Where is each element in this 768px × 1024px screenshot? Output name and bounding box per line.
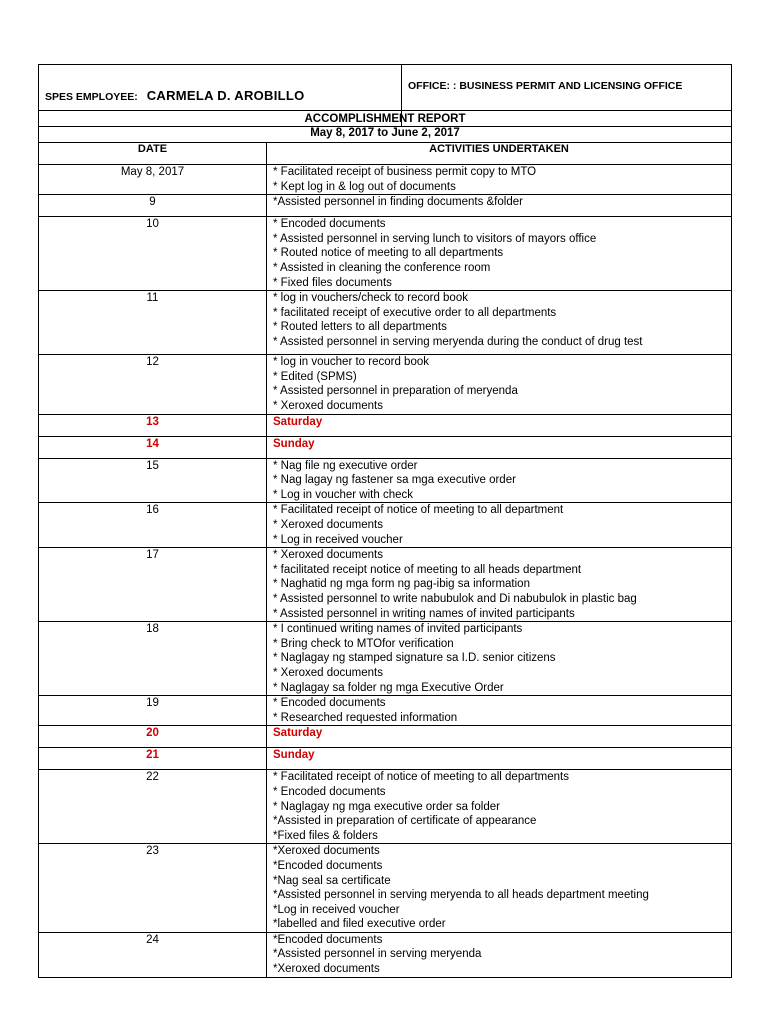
activity-item: *Encoded documents bbox=[273, 859, 383, 872]
table-row bbox=[39, 503, 732, 548]
row-activities bbox=[267, 503, 732, 548]
table-row bbox=[39, 355, 732, 414]
activity-item: *Assisted personnel in serving meryenda to all heads department meeting bbox=[273, 889, 649, 902]
activity-item: *labelled and filed executive order bbox=[273, 918, 446, 931]
weekend-label: Sunday bbox=[273, 749, 315, 762]
table-row bbox=[39, 436, 732, 458]
activity-item: * facilitated receipt of executive order to all departments bbox=[273, 306, 557, 319]
activity-item: * Naghatid ng mga form ng pag-ibig sa information bbox=[273, 578, 530, 591]
activities-column-header: ACTIVITIES UNDERTAKEN bbox=[267, 143, 732, 165]
activity-item: *Log in received voucher bbox=[273, 903, 400, 916]
activity-item: * Naglagay sa folder ng mga Executive Order bbox=[273, 681, 504, 694]
table-row bbox=[39, 844, 732, 933]
table-row bbox=[39, 291, 732, 355]
office-value: : BUSINESS PERMIT AND LICENSING OFFICE bbox=[452, 80, 683, 92]
row-activities bbox=[267, 726, 732, 748]
activity-item: * Assisted personnel in serving lunch to visitors of mayors office bbox=[273, 232, 597, 245]
activity-item: * Encoded documents bbox=[273, 785, 386, 798]
row-date: 18 bbox=[39, 622, 267, 696]
row-date: May 8, 2017 bbox=[39, 165, 267, 195]
row-date: 13 bbox=[39, 414, 267, 436]
activity-item: * Facilitated receipt of notice of meeting to all department bbox=[273, 504, 564, 517]
activity-item: *Nag seal sa certificate bbox=[273, 874, 391, 887]
table-row bbox=[39, 622, 732, 696]
row-activities bbox=[267, 932, 732, 977]
table-row bbox=[39, 770, 732, 844]
activity-item: * log in vouchers/check to record book bbox=[273, 292, 468, 305]
weekend-label: Sunday bbox=[273, 437, 315, 450]
report-rows bbox=[39, 165, 732, 978]
activity-item: * Encoded documents bbox=[273, 218, 386, 231]
row-activities bbox=[267, 770, 732, 844]
row-activities bbox=[267, 217, 732, 291]
activity-item: * Routed letters to all departments bbox=[273, 321, 447, 334]
activity-item: *Assisted in preparation of certificate of appearance bbox=[273, 815, 537, 828]
table-row bbox=[39, 217, 732, 291]
activity-item: * Facilitated receipt of business permit copy to MTO bbox=[273, 166, 537, 178]
table-row bbox=[39, 748, 732, 770]
table-row bbox=[39, 726, 732, 748]
row-activities bbox=[267, 548, 732, 622]
row-date: 16 bbox=[39, 503, 267, 548]
table-row bbox=[39, 932, 732, 977]
activity-item: *Assisted personnel in finding documents &folder bbox=[273, 196, 523, 209]
row-date: 14 bbox=[39, 436, 267, 458]
row-date: 20 bbox=[39, 726, 267, 748]
row-date: 24 bbox=[39, 932, 267, 977]
report-period: May 8, 2017 to June 2, 2017 bbox=[310, 127, 460, 139]
activity-item: *Xeroxed documents bbox=[273, 963, 380, 976]
activity-item: * Log in voucher with check bbox=[273, 488, 413, 501]
activity-item: * Fixed files documents bbox=[273, 276, 392, 289]
activity-item: * Edited (SPMS) bbox=[273, 370, 357, 383]
table-row bbox=[39, 414, 732, 436]
row-activities bbox=[267, 458, 732, 503]
row-activities bbox=[267, 291, 732, 355]
report-title-cell bbox=[39, 111, 732, 143]
office-label: OFFICE: bbox=[408, 80, 450, 92]
row-activities bbox=[267, 195, 732, 217]
table-row bbox=[39, 696, 732, 726]
activity-item: * Naglagay ng stamped signature sa I.D. senior citizens bbox=[273, 652, 556, 665]
activity-item: * I continued writing names of invited participants bbox=[273, 623, 523, 636]
activity-item: * Facilitated receipt of notice of meeting to all departments bbox=[273, 771, 569, 784]
activity-item: * Xeroxed documents bbox=[273, 666, 383, 679]
activity-item: * Assisted in cleaning the conference room bbox=[273, 261, 491, 274]
table-row bbox=[39, 165, 732, 195]
activity-item: * Routed notice of meeting to all departments bbox=[273, 247, 504, 260]
row-activities bbox=[267, 355, 732, 414]
row-date: 23 bbox=[39, 844, 267, 933]
report-title: ACCOMPLISHMENT REPORT bbox=[304, 113, 466, 125]
weekend-label: Saturday bbox=[273, 727, 323, 740]
row-date: 21 bbox=[39, 748, 267, 770]
activity-item: * facilitated receipt notice of meeting to all heads department bbox=[273, 563, 582, 576]
row-activities bbox=[267, 165, 732, 195]
activity-item: * Bring check to MTOfor verification bbox=[273, 637, 454, 650]
row-activities bbox=[267, 436, 732, 458]
activity-item: * Naglagay ng mga executive order sa folder bbox=[273, 800, 500, 813]
row-activities bbox=[267, 844, 732, 933]
activity-item: * Xeroxed documents bbox=[273, 518, 383, 531]
row-date: 12 bbox=[39, 355, 267, 414]
activity-item: *Assisted personnel in serving meryenda bbox=[273, 948, 482, 961]
activity-item: * Xeroxed documents bbox=[273, 399, 383, 412]
row-date: 22 bbox=[39, 770, 267, 844]
activity-item: * log in voucher to record book bbox=[273, 356, 429, 369]
row-activities bbox=[267, 622, 732, 696]
activity-item: * Encoded documents bbox=[273, 697, 386, 710]
activity-item: * Nag lagay ng fastener sa mga executive order bbox=[273, 474, 516, 487]
date-column-header: DATE bbox=[39, 143, 267, 165]
weekend-label: Saturday bbox=[273, 415, 323, 428]
activity-item: * Researched requested information bbox=[273, 711, 458, 724]
activity-item: * Assisted personnel to write nabubulok and Di nabubulok in plastic bag bbox=[273, 592, 637, 605]
activity-item: * Xeroxed documents bbox=[273, 549, 383, 562]
activity-item: * Nag file ng executive order bbox=[273, 459, 418, 472]
row-date: 17 bbox=[39, 548, 267, 622]
activity-item: *Xeroxed documents bbox=[273, 845, 380, 858]
table-row bbox=[39, 195, 732, 217]
activity-item: * Assisted personnel in writing names of invited participants bbox=[273, 607, 575, 620]
row-date: 19 bbox=[39, 696, 267, 726]
activity-item: *Encoded documents bbox=[273, 933, 383, 946]
accomplishment-table bbox=[38, 110, 732, 978]
activity-item: * Kept log in & log out of documents bbox=[273, 180, 456, 193]
activity-item: * Log in received voucher bbox=[273, 533, 403, 546]
activity-item: * Assisted personnel in preparation of meryenda bbox=[273, 385, 518, 398]
row-date: 11 bbox=[39, 291, 267, 355]
table-row bbox=[39, 548, 732, 622]
row-date: 9 bbox=[39, 195, 267, 217]
activity-item: * Assisted personnel in serving meryenda during the conduct of drug test bbox=[273, 335, 643, 348]
employee-label: SPES EMPLOYEE: bbox=[45, 91, 138, 103]
table-row bbox=[39, 458, 732, 503]
row-activities bbox=[267, 414, 732, 436]
row-date: 15 bbox=[39, 458, 267, 503]
row-activities bbox=[267, 748, 732, 770]
row-date: 10 bbox=[39, 217, 267, 291]
row-activities bbox=[267, 696, 732, 726]
employee-name: CARMELA D. AROBILLO bbox=[146, 88, 305, 103]
activity-item: *Fixed files & folders bbox=[273, 829, 378, 842]
